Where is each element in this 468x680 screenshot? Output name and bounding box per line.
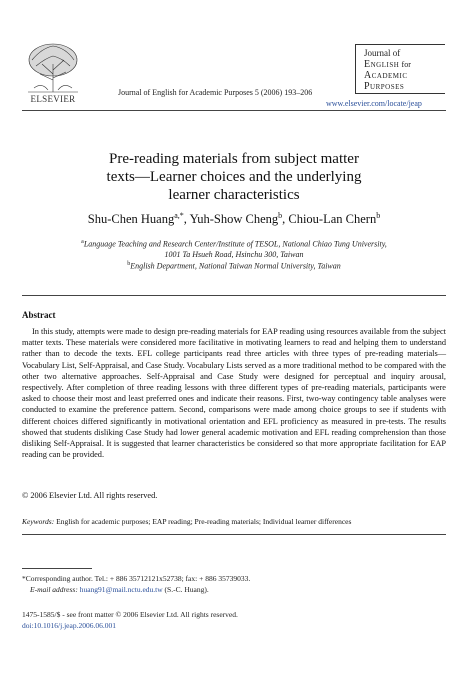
author-list: Shu-Chen Huang$^{a,*}$, Yuh-Show Cheng$^b$, Chiou-Lan Chern$^b$ (87, 211, 381, 227)
author-1-marker: a,* (174, 211, 184, 220)
abstract-copyright: © 2006 Elsevier Ltd. All rights reserved. (22, 491, 158, 500)
affiliation-b (0, 259, 468, 272)
author-3: Chiou-Lan Chern (288, 212, 377, 227)
journal-box-for: for (401, 60, 411, 69)
email-link[interactable]: huang91@mail.nctu.edu.tw (79, 585, 163, 594)
author-2-marker: b (278, 211, 283, 220)
affiliation-a-line2: 1001 Ta Hsueh Road, Hsinchu 300, Taiwan (164, 250, 304, 260)
corresponding-author-note: *Corresponding author. Tel.: + 886 35712121x52738; fax: + 886 35739033. (22, 574, 251, 583)
email-note (22, 585, 454, 595)
keywords-label: Keywords: (22, 517, 55, 526)
affiliation-a-marker: a (81, 239, 84, 245)
journal-box-english: English (364, 59, 400, 70)
journal-box-line1: Journal of (364, 48, 401, 58)
journal-title-box (355, 44, 445, 94)
author-2: Yuh-Show Cheng (189, 212, 279, 227)
header-rule (22, 110, 446, 111)
journal-citation: Journal of English for Academic Purposes 5 (2006) 193–206 (118, 88, 313, 97)
title-line-3: learner characteristics (168, 187, 300, 203)
journal-box-line4: Purposes (364, 81, 405, 92)
abstract-top-rule (22, 295, 446, 296)
affiliation-b-marker: b (127, 261, 131, 267)
keywords (22, 517, 351, 526)
footnote-rule (22, 568, 92, 569)
author-1: Shu-Chen Huang (87, 212, 175, 227)
issn-line: 1475-1585/$ - see front matter © 2006 Elsevier Ltd. All rights reserved. (22, 610, 238, 619)
affiliation-a (0, 237, 468, 261)
journal-box-line2 (364, 59, 445, 70)
title-line-1: Pre-reading materials from subject matter (109, 151, 359, 167)
abstract-text: In this study, attempts were made to design pre-reading materials for EAP reading using resources available from the subject matter texts. These materials were considered more facilitative in motivating learners to read and helping them to understand rather than to decode the texts. EFL college participants read three articles with three types of pre-reading materials—Vocabulary List, Self-Appraisal, and Case Study. Vocabulary Lists served as a more traditional method to be compared with the other two alternative approaches. Self-Appraisal and Case Study were designed for perceptual and inquiry arousal, respectively. After completion of three reading lessons with three different types of pre-reading materials, participants were asked to choose their most and least preferred ones and indicate their reasons. First, two-way contingency table analyses were conducted to examine the preference pattern. Second, comparisons were made among choice groups to see if students with different choices differed significantly in motivational orientation and EFL proficiency as measured in pre-tests. The results showed that students disliking Case Study had lower general academic motivation and EFL reading comprehension than those disliking Self-Appraisal. It is suggested that learner characteristics be considered so that more appropriate facilitation for EAP reading can be provided. (22, 327, 446, 460)
doi-link[interactable]: doi:10.1016/j.jeap.2006.06.001 (22, 620, 116, 630)
affiliation-a-line1: Language Teaching and Research Center/Institute of TESOL, National Chiao Tung University, (83, 239, 387, 249)
keywords-bottom-rule (22, 534, 446, 535)
title-line-2: texts—Learner choices and the underlying (106, 169, 362, 185)
publisher-name: ELSEVIER (30, 94, 76, 104)
elsevier-tree-logo (22, 40, 84, 100)
issn-block (22, 610, 238, 631)
abstract-heading: Abstract (22, 310, 56, 320)
keywords-text: English for academic purposes; EAP reading; Pre-reading materials; Individual learner differences (56, 517, 352, 526)
abstract-body (22, 326, 446, 460)
email-label: E-mail address: (30, 585, 78, 594)
author-3-marker: b (376, 211, 381, 220)
journal-box-line3: Academic (364, 70, 408, 81)
affiliation-b-line1: English Department, National Taiwan Normal University, Taiwan (130, 261, 341, 271)
email-suffix: (S.-C. Huang). (162, 585, 209, 594)
journal-url-link[interactable]: www.elsevier.com/locate/jeap (326, 99, 422, 108)
article-title (0, 150, 468, 204)
